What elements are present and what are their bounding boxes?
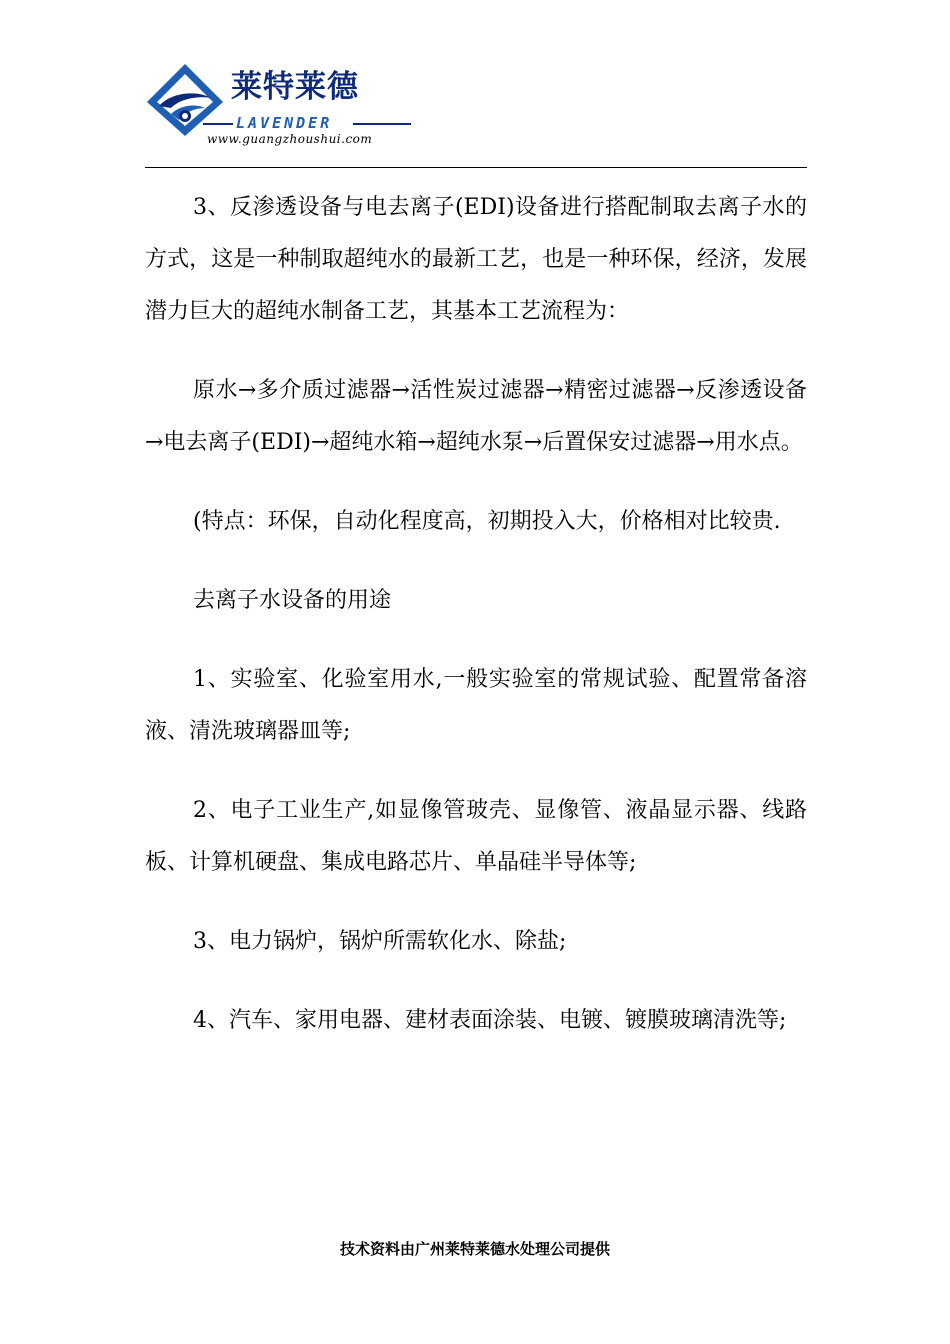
logo-left-bar (203, 123, 235, 125)
paragraph: 原水→多介质过滤器→活性炭过滤器→精密过滤器→反渗透设备→电去离子(EDI)→超纯水箱→超纯水泵→后置保安过滤器→用水点。 (145, 378, 807, 455)
paragraph: (特点：环保，自动化程度高，初期投入大，价格相对比较贵. (193, 509, 781, 534)
paragraph: 3、电力锅炉，锅炉所需软化水、除盐; (193, 929, 567, 954)
document-body (145, 182, 807, 1074)
paragraph: 3、反渗透设备与电去离子(EDI)设备进行搭配制取去离子水的方式，这是一种制取超纯水的最新工艺，也是一种环保，经济，发展潜力巨大的超纯水制备工艺，其基本工艺流程为： (145, 195, 807, 324)
logo-url: www.guangzhoushui.com (207, 132, 373, 146)
logo-right-bar (353, 123, 411, 125)
logo-english-row (203, 114, 411, 132)
paragraph: 4、汽车、家用电器、建材表面涂装、电镀、镀膜玻璃清洗等; (193, 1008, 787, 1033)
paragraph: 2、电子工业生产,如显像管玻壳、显像管、液晶显示器、线路板、计算机硬盘、集成电路芯片、单晶硅半导体等; (145, 798, 807, 875)
logo-chinese-name: 莱特莱德 (231, 69, 359, 105)
logo-english-name: LAVENDER (233, 114, 335, 132)
page-header (145, 60, 807, 168)
paragraph: 1、实验室、化验室用水,一般实验室的常规试验、配置常备溶液、清洗玻璃器皿等; (145, 667, 807, 744)
section-heading: 去离子水设备的用途 (193, 588, 392, 613)
page-footer: 技术资料由广州莱特莱德水处理公司提供 (339, 1240, 610, 1258)
